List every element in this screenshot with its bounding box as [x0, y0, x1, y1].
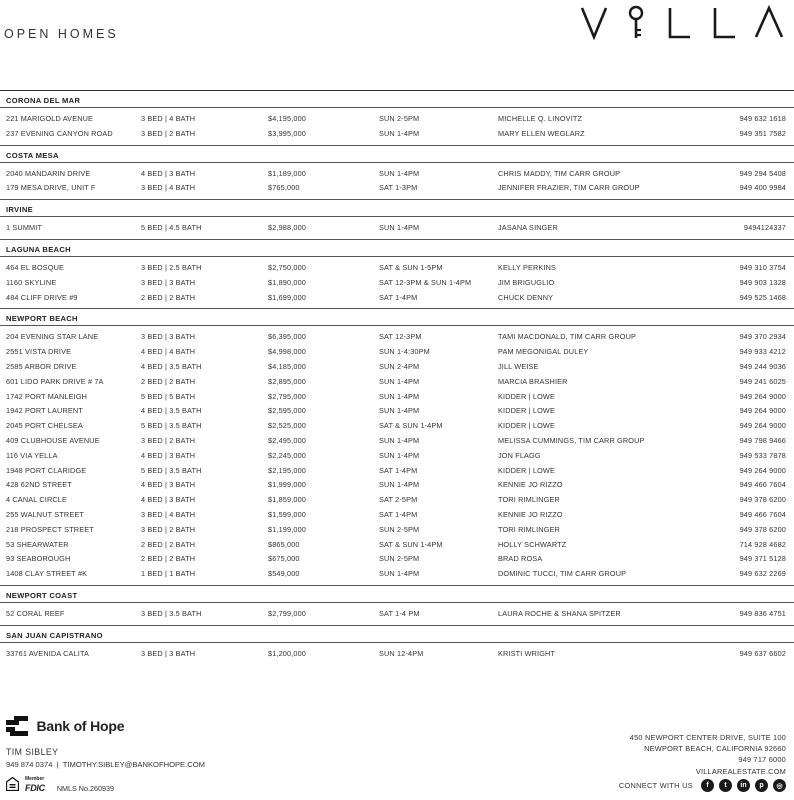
region-heading: LAGUNA BEACH	[0, 240, 794, 257]
listing-beds-baths: 2 BED | 2 BATH	[141, 376, 196, 386]
listing-agent: KRISTI WRIGHT	[498, 648, 556, 658]
listing-address: 218 PROSPECT STREET	[6, 524, 94, 534]
listing-open-time: SUN 1-4PM	[379, 168, 420, 178]
pinterest-icon[interactable]: p	[755, 779, 768, 792]
listing-price: $3,995,000	[268, 128, 307, 138]
listing-agent: CHUCK DENNY	[498, 292, 554, 302]
listing-beds-baths: 3 BED | 2 BATH	[141, 524, 196, 534]
listing-beds-baths: 3 BED | 4 BATH	[141, 114, 196, 123]
region-section	[0, 199, 794, 239]
listing-price: $865,000	[268, 539, 300, 549]
listing-phone: 949 632 1618	[739, 114, 786, 123]
listing-price: $675,000	[268, 554, 300, 564]
region-listings	[0, 163, 794, 200]
page-footer	[0, 706, 794, 800]
listing-open-time: SAT 1-3PM	[379, 183, 418, 193]
region-section	[0, 308, 794, 585]
listing-address: 204 EVENING STAR LANE	[6, 332, 99, 342]
listing-open-time: SUN 1-4PM	[379, 391, 420, 401]
listing-agent: KIDDER | LOWE	[498, 465, 555, 475]
listing-agent: JIM BRIGUGLIO	[498, 277, 555, 287]
listing-agent: CHRIS MADDY, TIM CARR GROUP	[498, 168, 621, 178]
listing-open-time: SUN 1-4PM	[379, 223, 420, 233]
listing-open-time: SAT 1-4PM	[379, 509, 418, 519]
listing-address: 484 CLIFF DRIVE #9	[6, 292, 78, 302]
equal-housing-lender-icon	[6, 777, 19, 791]
listing-open-time: SAT 1-4PM	[379, 292, 418, 302]
listing-agent: DOMINIC TUCCI, TIM CARR GROUP	[498, 569, 627, 579]
listing-open-time: SUN 1-4PM	[379, 480, 420, 490]
listing-address: 1742 PORT MANLEIGH	[6, 391, 88, 401]
listing-agent: KIDDER | LOWE	[498, 406, 555, 416]
listing-beds-baths: 5 BED | 3.5 BATH	[141, 465, 202, 475]
listing-agent: JON FLAGG	[498, 450, 541, 460]
listing-price: $2,495,000	[268, 435, 307, 445]
listing-address: 4 CANAL CIRCLE	[6, 495, 68, 505]
listing-price: $2,195,000	[268, 465, 307, 475]
contact-email[interactable]: TIMOTHY.SIBLEY@BANKOFHOPE.COM	[62, 760, 205, 769]
region-heading: IRVINE	[0, 200, 794, 217]
listing-agent: MELISSA CUMMINGS, TIM CARR GROUP	[498, 435, 645, 445]
fdic-logo: Member FDIC	[25, 775, 45, 793]
open-homes-listings	[0, 90, 794, 665]
listing-address: 221 MARIGOLD AVENUE	[6, 114, 94, 123]
page-title: OPEN HOMES	[4, 27, 119, 41]
listing-address: 2040 MANDARIN DRIVE	[6, 168, 91, 178]
listing-address: 116 VIA YELLA	[6, 450, 58, 460]
listing-address: 2585 ARBOR DRIVE	[6, 361, 77, 371]
listing-beds-baths: 3 BED | 2 BATH	[141, 128, 196, 138]
listing-open-time: SAT & SUN 1-5PM	[379, 262, 443, 272]
facebook-icon[interactable]: f	[701, 779, 714, 792]
listing-phone: 949 264 9000	[739, 406, 786, 416]
listing-agent: MICHELLE Q. LINOVITZ	[498, 114, 583, 123]
listing-agent: KENNIE JO RIZZO	[498, 480, 563, 490]
listing-beds-baths: 3 BED | 3 BATH	[141, 332, 196, 342]
listing-row	[0, 538, 794, 553]
listing-phone: 949 378 6200	[739, 495, 786, 505]
listing-beds-baths: 3 BED | 4 BATH	[141, 183, 196, 193]
listing-row	[0, 419, 794, 434]
listing-address: 1160 SKYLINE	[6, 277, 57, 287]
listing-address: 601 LIDO PARK DRIVE # 7A	[6, 376, 104, 386]
listing-price: $1,859,000	[268, 495, 307, 505]
listing-row	[0, 390, 794, 405]
listing-row	[0, 478, 794, 493]
listing-row	[0, 493, 794, 508]
listing-beds-baths: 3 BED | 2 BATH	[141, 435, 196, 445]
listing-price: $2,799,000	[268, 608, 307, 618]
listing-phone: 949 244 9036	[739, 361, 786, 371]
listing-price: $1,199,000	[268, 524, 307, 534]
office-address-line-2: NEWPORT BEACH, CALIFORNIA 92660	[644, 744, 786, 754]
listing-beds-baths: 3 BED | 3 BATH	[141, 277, 196, 287]
listing-open-time: SUN 12-4PM	[379, 648, 424, 658]
page-header	[0, 0, 794, 90]
listing-row	[0, 508, 794, 523]
listing-agent: JENNIFER FRAZIER, TIM CARR GROUP	[498, 183, 640, 193]
listing-phone: 949 533 7878	[739, 450, 786, 460]
listing-beds-baths: 3 BED | 3.5 BATH	[141, 608, 202, 618]
contact-line	[6, 760, 205, 769]
listing-beds-baths: 3 BED | 4 BATH	[141, 509, 196, 519]
listing-agent: KELLY PERKINS	[498, 262, 557, 272]
listing-agent: JILL WEISE	[498, 361, 539, 371]
listing-open-time: SAT 2-5PM	[379, 495, 418, 505]
listing-agent: JASANA SINGER	[498, 223, 558, 233]
contact-separator: |	[56, 760, 59, 769]
listing-open-time: SUN 1-4PM	[379, 450, 420, 460]
region-section	[0, 145, 794, 200]
listing-phone: 949 933 4212	[739, 347, 786, 357]
listing-row	[0, 221, 794, 236]
listing-row	[0, 112, 794, 127]
contact-name: TIM SIBLEY	[6, 747, 59, 757]
listing-row	[0, 330, 794, 345]
region-section	[0, 625, 794, 665]
listing-beds-baths: 3 BED | 3 BATH	[141, 648, 196, 658]
listing-row	[0, 276, 794, 291]
region-section	[0, 90, 794, 145]
listing-beds-baths: 5 BED | 5 BATH	[141, 391, 196, 401]
listing-beds-baths: 2 BED | 2 BATH	[141, 292, 196, 302]
listing-row	[0, 607, 794, 622]
listing-open-time: SUN 1-4PM	[379, 376, 420, 386]
listing-beds-baths: 1 BED | 1 BATH	[141, 569, 196, 579]
region-heading: SAN JUAN CAPISTRANO	[0, 626, 794, 643]
listing-row	[0, 375, 794, 390]
listing-phone: 949 370 2934	[739, 332, 786, 342]
listing-open-time: SUN 1-4PM	[379, 569, 420, 579]
bank-of-hope-mark-icon	[6, 716, 28, 736]
listing-open-time: SUN 1-4PM	[379, 435, 420, 445]
villa-logo	[580, 4, 785, 40]
bank-logo	[6, 716, 124, 736]
listing-phone: 949 466 7604	[739, 480, 786, 490]
region-listings	[0, 326, 794, 585]
listing-agent: BRAD ROSA	[498, 554, 543, 564]
listing-phone: 949 637 6602	[739, 648, 786, 658]
listing-phone: 949 378 6200	[739, 524, 786, 534]
listing-phone: 949 632 2269	[739, 569, 786, 579]
listing-price: $2,750,000	[268, 262, 307, 272]
region-heading: NEWPORT COAST	[0, 586, 794, 603]
listing-address: 2045 PORT CHELSEA	[6, 421, 83, 431]
listing-row	[0, 261, 794, 276]
listing-phone: 949 310 3754	[739, 262, 786, 272]
region-listings	[0, 108, 794, 145]
listing-beds-baths: 4 BED | 3.5 BATH	[141, 406, 202, 416]
region-listings	[0, 643, 794, 665]
listing-agent: TORI RIMLINGER	[498, 495, 560, 505]
listing-address: 1 SUMMIT	[6, 223, 43, 233]
office-phone: 949 717 6000	[738, 755, 786, 765]
twitter-icon[interactable]: t	[719, 779, 732, 792]
nmls-number: NMLS No.260939	[56, 784, 114, 793]
listing-open-time: SUN 1-4:30PM	[379, 347, 430, 357]
listing-price: $1,890,000	[268, 277, 307, 287]
listing-row	[0, 567, 794, 582]
listing-price: $6,395,000	[268, 332, 307, 342]
listing-price: $2,895,000	[268, 376, 307, 386]
listing-row	[0, 449, 794, 464]
listing-price: $1,999,000	[268, 480, 307, 490]
listing-row	[0, 647, 794, 662]
listing-beds-baths: 5 BED | 3.5 BATH	[141, 421, 202, 431]
listing-beds-baths: 4 BED | 4 BATH	[141, 347, 196, 357]
region-section	[0, 585, 794, 625]
compliance-badges	[6, 774, 114, 793]
listing-price: $4,185,000	[268, 361, 307, 371]
listing-agent: KIDDER | LOWE	[498, 391, 555, 401]
listing-address: 52 CORAL REEF	[6, 608, 65, 618]
listing-agent: KIDDER | LOWE	[498, 421, 555, 431]
listing-phone: 949 836 4751	[739, 608, 786, 618]
listing-address: 1408 CLAY STREET #K	[6, 569, 88, 579]
listing-price: $4,998,000	[268, 347, 307, 357]
listing-address: 255 WALNUT STREET	[6, 509, 84, 519]
listing-agent: MARCIA BRASHIER	[498, 376, 568, 386]
listing-address: 464 EL BOSQUE	[6, 262, 65, 272]
listing-phone: 949 400 9984	[739, 183, 786, 193]
listing-open-time: SUN 2-5PM	[379, 114, 420, 123]
listing-beds-baths: 3 BED | 2.5 BATH	[141, 262, 202, 272]
listing-row	[0, 523, 794, 538]
listing-agent: LAURA ROCHE & SHANA SPITZER	[498, 608, 621, 618]
listing-phone: 949 798 9466	[739, 435, 786, 445]
listing-beds-baths: 4 BED | 3.5 BATH	[141, 361, 202, 371]
listing-price: $1,189,000	[268, 168, 307, 178]
listing-open-time: SUN 1-4PM	[379, 406, 420, 416]
listing-address: 428 62ND STREET	[6, 480, 72, 490]
listing-open-time: SAT & SUN 1-4PM	[379, 539, 443, 549]
listing-open-time: SUN 1-4PM	[379, 128, 420, 138]
listing-row	[0, 552, 794, 567]
office-info	[630, 732, 786, 777]
listing-open-time: SUN 2-5PM	[379, 524, 420, 534]
listing-phone: 949 241 6025	[739, 376, 786, 386]
social-label: CONNECT WITH US	[618, 781, 693, 790]
listing-phone: 9494124337	[743, 223, 786, 233]
listing-price: $2,245,000	[268, 450, 307, 460]
listing-open-time: SAT 1-4 PM	[379, 608, 420, 618]
listing-row	[0, 404, 794, 419]
listing-beds-baths: 4 BED | 3 BATH	[141, 450, 196, 460]
listing-agent: KENNIE JO RIZZO	[498, 509, 563, 519]
listing-row	[0, 291, 794, 306]
listing-price: $4,195,000	[268, 114, 307, 123]
listing-row	[0, 167, 794, 182]
region-section	[0, 239, 794, 308]
listing-price: $2,988,000	[268, 223, 307, 233]
listing-beds-baths: 4 BED | 3 BATH	[141, 495, 196, 505]
listing-row	[0, 181, 794, 196]
listing-phone: 949 264 9000	[739, 421, 786, 431]
office-website[interactable]: VILLAREALESTATE.COM	[695, 766, 786, 776]
listing-open-time: SUN 2-4PM	[379, 361, 420, 371]
listing-row	[0, 127, 794, 142]
listing-beds-baths: 4 BED | 3 BATH	[141, 168, 196, 178]
listing-address: 93 SEABOROUGH	[6, 554, 71, 564]
listing-agent: TORI RIMLINGER	[498, 524, 560, 534]
listing-price: $1,599,000	[268, 509, 307, 519]
listing-phone: 949 525 1468	[739, 292, 786, 302]
listing-price: $2,595,000	[268, 406, 307, 416]
listing-price: $2,525,000	[268, 421, 307, 431]
listing-beds-baths: 2 BED | 2 BATH	[141, 539, 196, 549]
listing-address: 409 CLUBHOUSE AVENUE	[6, 435, 100, 445]
listing-row	[0, 434, 794, 449]
listing-address: 53 SHEARWATER	[6, 539, 69, 549]
listing-phone: 949 903 1328	[739, 277, 786, 287]
region-listings	[0, 257, 794, 308]
listing-price: $2,795,000	[268, 391, 307, 401]
contact-phone: 949 874 0374	[6, 760, 53, 769]
bank-name: Bank of Hope	[36, 718, 125, 734]
listing-phone: 949 466 7604	[739, 509, 786, 519]
listing-beds-baths: 4 BED | 3 BATH	[141, 480, 196, 490]
region-heading: CORONA DEL MAR	[0, 91, 794, 108]
listing-phone: 949 371 5128	[739, 554, 786, 564]
listing-address: 237 EVENING CANYON ROAD	[6, 128, 113, 138]
listing-agent: MARY ELLEN WEGLARZ	[498, 128, 585, 138]
listing-row	[0, 345, 794, 360]
listing-open-time: SAT & SUN 1-4PM	[379, 421, 443, 431]
listing-open-time: SAT 12-3PM & SUN 1-4PM	[379, 277, 472, 287]
region-listings	[0, 217, 794, 239]
listing-price: $1,699,000	[268, 292, 307, 302]
listing-open-time: SUN 2-5PM	[379, 554, 420, 564]
listing-address: 1948 PORT CLARIDGE	[6, 465, 87, 475]
region-listings	[0, 603, 794, 625]
listing-phone: 949 264 9000	[739, 391, 786, 401]
listing-open-time: SAT 1-4PM	[379, 465, 418, 475]
listing-address: 179 MESA DRIVE, UNIT F	[6, 183, 96, 193]
region-heading: COSTA MESA	[0, 146, 794, 163]
listing-row	[0, 360, 794, 375]
instagram-icon[interactable]: ◎	[773, 779, 786, 792]
listing-address: 2551 VISTA DRIVE	[6, 347, 72, 357]
listing-beds-baths: 5 BED | 4.5 BATH	[141, 223, 202, 233]
listing-phone: 949 351 7582	[739, 128, 786, 138]
listing-address: 1942 PORT LAURENT	[6, 406, 83, 416]
listing-phone: 949 264 9000	[739, 465, 786, 475]
listing-price: $549,000	[268, 569, 300, 579]
linkedin-icon[interactable]: in	[737, 779, 750, 792]
region-heading: NEWPORT BEACH	[0, 309, 794, 326]
listing-address: 33761 AVENIDA CALITA	[6, 648, 90, 658]
listing-agent: TAMI MACDONALD, TIM CARR GROUP	[498, 332, 637, 342]
listing-phone: 714 928 4682	[739, 539, 786, 549]
office-address-line-1: 450 NEWPORT CENTER DRIVE, SUITE 100	[629, 733, 786, 742]
listing-agent: PAM MEGONIGAL DULEY	[498, 347, 589, 357]
listing-price: $765,000	[268, 183, 300, 193]
listing-agent: HOLLY SCHWARTZ	[498, 539, 567, 549]
social-links	[619, 779, 786, 792]
listing-price: $1,200,000	[268, 648, 307, 658]
listing-open-time: SAT 12-3PM	[379, 332, 422, 342]
listing-beds-baths: 2 BED | 2 BATH	[141, 554, 196, 564]
listing-row	[0, 464, 794, 479]
listing-phone: 949 294 5408	[739, 168, 786, 178]
